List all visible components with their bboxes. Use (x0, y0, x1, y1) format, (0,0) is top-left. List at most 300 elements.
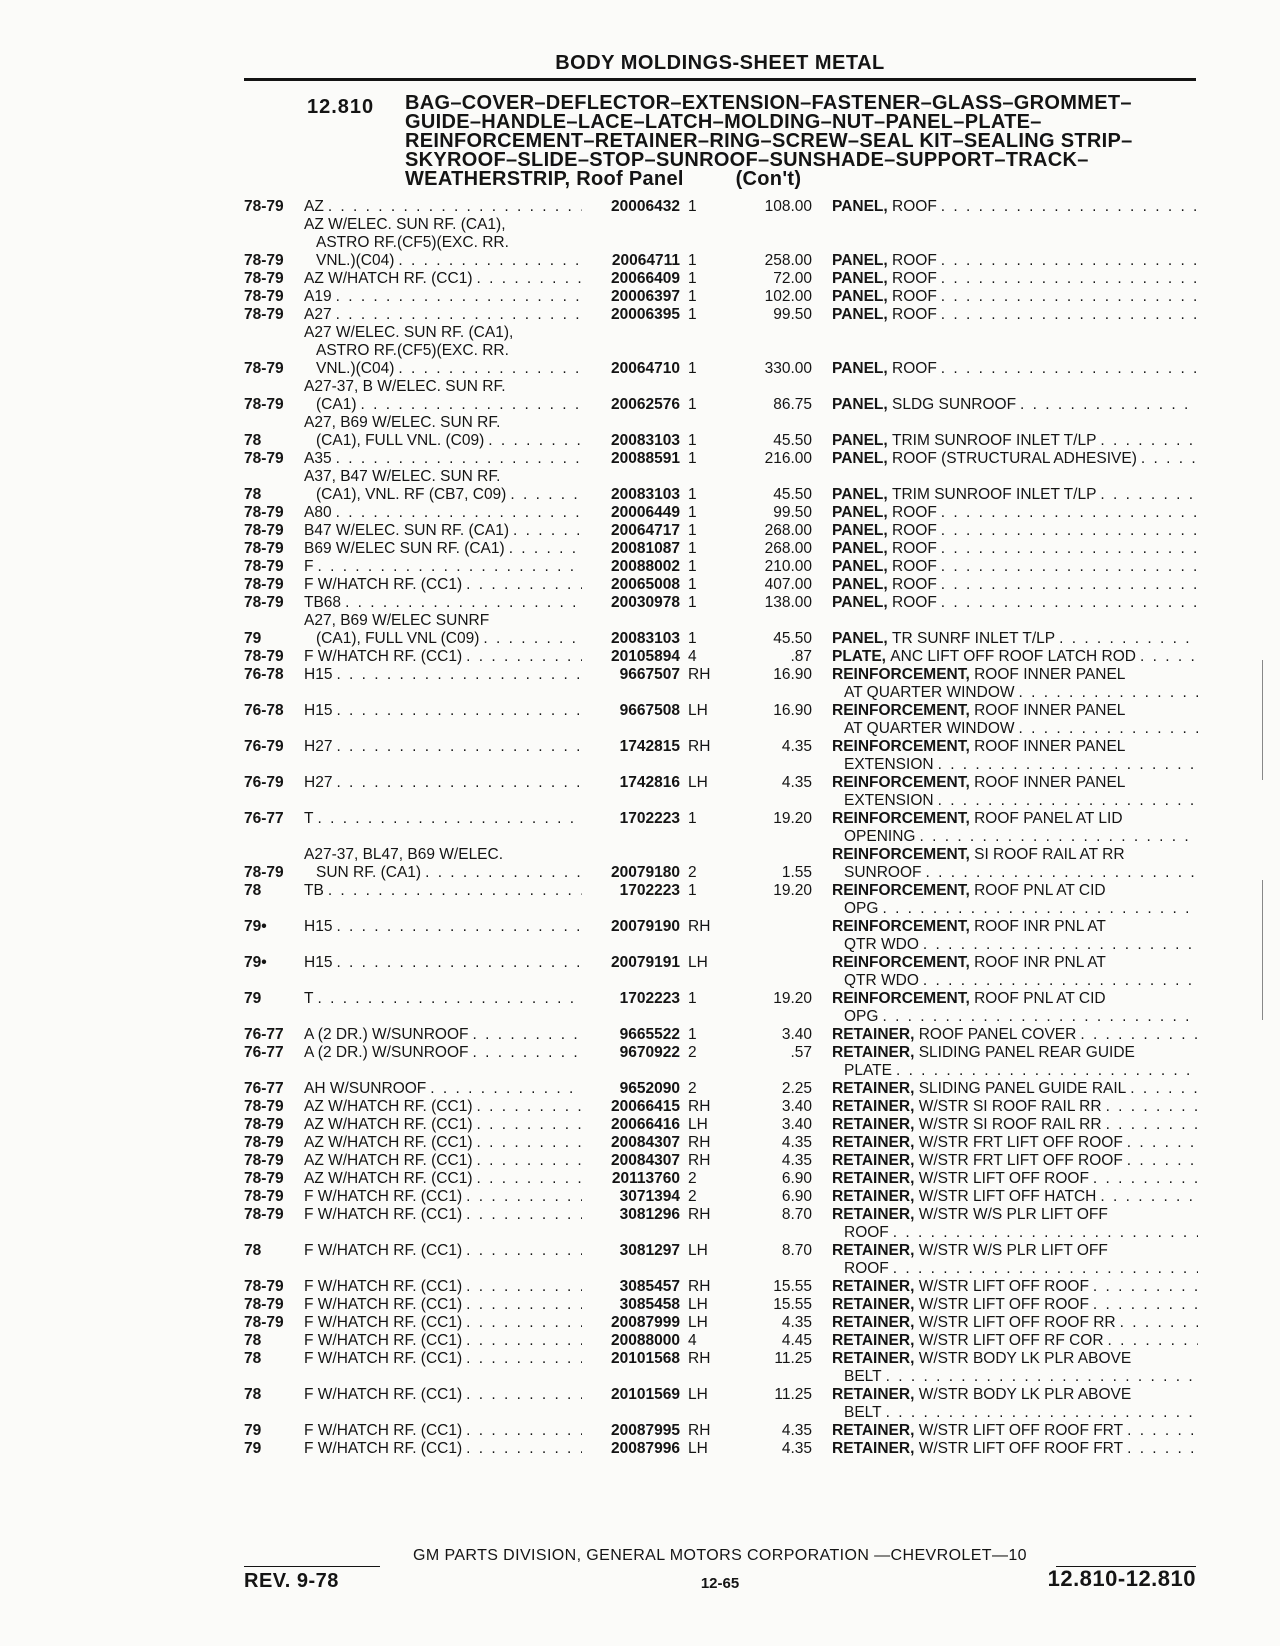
description-text: SI ROOF RAIL AT RR (974, 846, 1125, 863)
list-price: 45.50 (773, 486, 812, 503)
description-text: OPG (844, 900, 879, 917)
list-price: 4.35 (781, 1314, 812, 1331)
list-price: 99.50 (773, 306, 812, 323)
part-number: 20087996 (611, 1440, 680, 1457)
model-line (304, 270, 582, 288)
model-line (304, 378, 582, 396)
model-application (304, 414, 582, 450)
leader-dots (476, 1170, 582, 1188)
description-line (832, 1098, 1198, 1116)
part-description (832, 954, 1198, 990)
leader-dots (476, 1134, 582, 1152)
model-line (304, 540, 582, 558)
model-text: A27 (304, 306, 332, 323)
part-description (832, 774, 1198, 810)
model-application (304, 1080, 582, 1098)
list-price: 19.20 (773, 882, 812, 899)
part-description (832, 270, 1198, 288)
description-line (832, 450, 1198, 468)
table-row (244, 1134, 1198, 1152)
model-year: 79 (244, 990, 262, 1007)
description-text: ROOF (892, 288, 937, 305)
table-row (244, 1206, 1198, 1242)
model-line (304, 1080, 582, 1098)
model-text: A (2 DR.) W/SUNROOF (304, 1044, 469, 1061)
leader-dots (472, 1026, 582, 1044)
leader-dots (1120, 1314, 1198, 1332)
model-year: 78-79 (244, 1098, 284, 1115)
model-year: 78 (244, 1332, 262, 1349)
model-text: (CA1) (316, 396, 357, 413)
description-text: W/STR LIFT OFF HATCH (918, 1188, 1097, 1205)
leader-dots (1093, 1296, 1198, 1314)
quantity: LH (688, 1314, 708, 1331)
section-title (405, 94, 1205, 189)
part-description (832, 612, 1198, 648)
model-text: F W/HATCH RF. (CC1) (304, 1296, 463, 1313)
model-text: AZ W/HATCH RF. (CC1) (304, 270, 473, 287)
quantity: LH (688, 1242, 708, 1259)
part-number: 20083103 (611, 432, 680, 449)
part-description (832, 918, 1198, 954)
quantity: 1 (688, 990, 697, 1007)
description-text: W/STR W/S PLR LIFT OFF (918, 1242, 1108, 1259)
description-text: ROOF INNER PANEL (974, 774, 1126, 791)
table-row (244, 1440, 1198, 1458)
part-number: 20064710 (611, 360, 680, 377)
part-number: 1702223 (619, 882, 680, 899)
description-text: ROOF (STRUCTURAL ADHESIVE) (892, 450, 1137, 467)
description-line (832, 252, 1198, 270)
leader-dots (941, 288, 1198, 306)
model-text: AZ (304, 198, 324, 215)
part-description (832, 666, 1198, 702)
leader-dots (882, 1008, 1198, 1026)
description-line (832, 288, 1198, 306)
leader-dots (466, 1386, 582, 1404)
model-application (304, 882, 582, 918)
leader-dots (941, 558, 1198, 576)
leader-dots (476, 270, 582, 288)
part-description (832, 414, 1198, 450)
list-price: 102.00 (764, 288, 812, 305)
table-row (244, 774, 1198, 810)
leader-dots (893, 1224, 1198, 1242)
model-line (304, 576, 582, 594)
model-application (304, 1044, 582, 1080)
quantity: RH (688, 1350, 711, 1367)
quantity: 1 (688, 522, 697, 539)
part-number: 20006432 (611, 198, 680, 215)
model-line (304, 432, 582, 450)
table-row (244, 1278, 1198, 1296)
model-text: F W/HATCH RF. (CC1) (304, 1440, 463, 1457)
quantity: 1 (688, 558, 697, 575)
description-line (832, 306, 1198, 324)
model-line (304, 1242, 582, 1260)
page-number: 12-65 (700, 1575, 740, 1592)
model-year: 78-79 (244, 594, 284, 611)
description-line (832, 540, 1198, 558)
list-price: 6.90 (781, 1188, 812, 1205)
list-price: 3.40 (781, 1026, 812, 1043)
section-title-suffix: Roof Panel (576, 168, 684, 190)
description-line (832, 702, 1198, 720)
list-price: 45.50 (773, 432, 812, 449)
part-name: RETAINER, (832, 1152, 915, 1169)
leader-dots (336, 774, 582, 792)
scan-margin-mark (1262, 660, 1263, 780)
table-row (244, 1026, 1198, 1044)
list-price: 1.55 (781, 864, 812, 881)
part-number: 20006449 (611, 504, 680, 521)
model-text: AZ W/HATCH RF. (CC1) (304, 1152, 473, 1169)
quantity: 1 (688, 396, 697, 413)
description-line (832, 1080, 1198, 1098)
part-description (832, 648, 1198, 666)
model-text: A80 (304, 504, 332, 521)
description-line (832, 1422, 1198, 1440)
leader-dots (336, 954, 582, 972)
part-number: 3085458 (619, 1296, 680, 1313)
quantity: RH (688, 666, 711, 683)
model-application (304, 918, 582, 954)
leader-dots (472, 1044, 582, 1062)
description-text: ROOF (844, 1224, 889, 1241)
quantity: RH (688, 1098, 711, 1115)
model-text: SUN RF. (CA1) (316, 864, 422, 881)
model-line (304, 1278, 582, 1296)
model-line (304, 918, 582, 936)
part-name: PANEL, (832, 432, 888, 449)
model-application (304, 522, 582, 540)
leader-dots (488, 432, 582, 450)
model-text: A27, B69 W/ELEC SUNRF (304, 612, 490, 629)
leader-dots (466, 1350, 582, 1368)
part-name: REINFORCEMENT, (832, 666, 970, 683)
part-name: RETAINER, (832, 1080, 915, 1097)
model-application (304, 1170, 582, 1188)
model-year: 78-79 (244, 288, 284, 305)
description-line (832, 1332, 1198, 1350)
description-text: ROOF PANEL AT LID (974, 810, 1123, 827)
list-price (724, 954, 832, 990)
description-text: TR SUNRF INLET T/LP (892, 630, 1056, 647)
model-line (304, 1314, 582, 1332)
model-text: H27 (304, 738, 333, 755)
list-price: 19.20 (773, 990, 812, 1007)
part-name: PANEL, (832, 486, 888, 503)
model-line (304, 504, 582, 522)
scan-margin-mark (1262, 880, 1263, 1020)
description-line (832, 1314, 1198, 1332)
model-application (304, 576, 582, 594)
model-line (304, 810, 582, 828)
quantity: 2 (688, 1188, 697, 1205)
model-line (304, 396, 582, 414)
description-line (832, 990, 1198, 1008)
description-text: AT QUARTER WINDOW (844, 684, 1015, 701)
model-line (304, 612, 582, 630)
model-year: 78-79 (244, 648, 284, 665)
model-year: 78-79 (244, 540, 284, 557)
model-year: 79• (244, 954, 267, 971)
list-price: 4.35 (781, 1134, 812, 1151)
model-line (304, 1332, 582, 1350)
list-price: .57 (790, 1044, 812, 1061)
model-year: 76-77 (244, 1026, 284, 1043)
part-description (832, 882, 1198, 918)
part-name: PANEL, (832, 558, 888, 575)
description-line (832, 270, 1198, 288)
description-text: ROOF PNL AT CID (974, 990, 1106, 1007)
continued-label: (Con't) (735, 168, 802, 190)
model-year: 78 (244, 1242, 262, 1259)
description-line (832, 792, 1198, 810)
model-application (304, 1152, 582, 1170)
part-number: 9667508 (619, 702, 680, 719)
model-line (304, 1296, 582, 1314)
model-year: 78-79 (244, 1134, 284, 1151)
model-text: (CA1), FULL VNL. (C09) (316, 432, 485, 449)
list-price: 15.55 (773, 1278, 812, 1295)
model-text: H15 (304, 666, 333, 683)
description-line (832, 972, 1198, 990)
quantity: LH (688, 1386, 708, 1403)
leader-dots (336, 504, 582, 522)
description-text: OPG (844, 1008, 879, 1025)
part-name: PANEL, (832, 360, 888, 377)
model-application (304, 738, 582, 774)
part-number: 1742816 (619, 774, 680, 791)
description-line (832, 648, 1198, 666)
description-line (832, 1062, 1198, 1080)
part-number: 20083103 (611, 630, 680, 647)
model-year: 78-79 (244, 558, 284, 575)
table-row (244, 954, 1198, 990)
description-text: BELT (844, 1404, 882, 1421)
part-name: RETAINER, (832, 1206, 915, 1223)
part-description (832, 468, 1198, 504)
model-text: F W/HATCH RF. (CC1) (304, 1242, 463, 1259)
part-number: 20081087 (611, 540, 680, 557)
part-name: RETAINER, (832, 1296, 915, 1313)
model-text: A35 (304, 450, 332, 467)
description-line (832, 684, 1198, 702)
description-line (832, 576, 1198, 594)
description-line (832, 846, 1198, 864)
list-price: 108.00 (764, 198, 812, 215)
list-price: 8.70 (781, 1242, 812, 1259)
table-row (244, 270, 1198, 288)
model-line (304, 738, 582, 756)
leader-dots (1093, 1170, 1198, 1188)
model-year: 78-79 (244, 1314, 284, 1331)
model-year: 79 (244, 1440, 262, 1457)
table-row (244, 558, 1198, 576)
leader-dots (882, 900, 1198, 918)
leader-dots (328, 198, 582, 216)
quantity: 1 (688, 450, 697, 467)
part-name: RETAINER, (832, 1026, 915, 1043)
table-row (244, 450, 1198, 468)
part-description (832, 1422, 1198, 1440)
leader-dots (336, 702, 582, 720)
leader-dots (317, 810, 582, 828)
description-text: W/STR FRT LIFT OFF ROOF (918, 1134, 1123, 1151)
model-text: A27-37, BL47, B69 W/ELEC. (304, 846, 504, 863)
leader-dots (1020, 396, 1198, 414)
part-name: PANEL, (832, 576, 888, 593)
part-description (832, 1440, 1198, 1458)
leader-dots (476, 1152, 582, 1170)
model-year: 78-79 (244, 522, 284, 539)
leader-dots (466, 1296, 582, 1314)
part-description (832, 540, 1198, 558)
leader-dots (466, 1332, 582, 1350)
list-price: 8.70 (781, 1206, 812, 1223)
description-text: ROOF (892, 198, 937, 215)
model-line (304, 360, 582, 378)
leader-dots (466, 1206, 582, 1224)
part-number: 20064711 (611, 252, 680, 269)
part-description (832, 1314, 1198, 1332)
leader-dots (466, 648, 582, 666)
part-name: RETAINER, (832, 1116, 915, 1133)
parts-table-body (244, 198, 1198, 1458)
description-line (832, 198, 1198, 216)
model-year: 76-79 (244, 774, 284, 791)
table-row (244, 1116, 1198, 1134)
model-line (304, 1170, 582, 1188)
revision-label: REV. 9-78 (244, 1570, 339, 1592)
table-row (244, 576, 1198, 594)
part-name: PANEL, (832, 522, 888, 539)
part-name: RETAINER, (832, 1242, 915, 1259)
leader-dots (1141, 450, 1198, 468)
description-text: ANC LIFT OFF ROOF LATCH ROD (890, 648, 1136, 665)
description-line (832, 486, 1198, 504)
description-line (832, 1116, 1198, 1134)
part-name: RETAINER, (832, 1422, 915, 1439)
part-description (832, 846, 1198, 882)
leader-dots (941, 198, 1198, 216)
part-number: 20064717 (611, 522, 680, 539)
model-application (304, 270, 582, 288)
leader-dots (1100, 1188, 1198, 1206)
quantity: RH (688, 1134, 711, 1151)
model-text: F W/HATCH RF. (CC1) (304, 1206, 463, 1223)
description-text: W/STR LIFT OFF ROOF FRT (918, 1440, 1124, 1457)
model-application (304, 1134, 582, 1152)
part-description (832, 504, 1198, 522)
description-text: ROOF INNER PANEL (974, 666, 1126, 683)
description-text: BELT (844, 1368, 882, 1385)
leader-dots (1127, 1440, 1198, 1458)
model-text: F W/HATCH RF. (CC1) (304, 576, 463, 593)
list-price: 15.55 (773, 1296, 812, 1313)
model-text: H15 (304, 702, 333, 719)
part-name: PANEL, (832, 504, 888, 521)
list-price: 16.90 (773, 666, 812, 683)
description-text: ROOF (892, 306, 937, 323)
leader-dots (466, 1188, 582, 1206)
leader-dots (886, 1404, 1198, 1422)
model-application (304, 846, 582, 882)
model-application (304, 468, 582, 504)
model-line (304, 1440, 582, 1458)
part-description (832, 1134, 1198, 1152)
description-line (832, 954, 1198, 972)
leader-dots (941, 270, 1198, 288)
description-text: ROOF PNL AT CID (974, 882, 1106, 899)
part-description (832, 1044, 1198, 1080)
description-text: W/STR LIFT OFF RF COR (918, 1332, 1104, 1349)
table-row (244, 1170, 1198, 1188)
table-row (244, 1386, 1198, 1422)
leader-dots (886, 1368, 1198, 1386)
part-description (832, 1206, 1198, 1242)
leader-dots (941, 252, 1198, 270)
model-line (304, 774, 582, 792)
list-price: 16.90 (773, 702, 812, 719)
quantity: 1 (688, 306, 697, 323)
leader-dots (1106, 1098, 1198, 1116)
list-price: 210.00 (764, 558, 812, 575)
model-text: F W/HATCH RF. (CC1) (304, 1188, 463, 1205)
model-year: 78 (244, 486, 262, 503)
list-price: 11.25 (774, 1350, 812, 1367)
section-title-last: WEATHERSTRIP, (405, 168, 571, 190)
description-line (832, 1026, 1198, 1044)
leader-dots (1127, 1422, 1198, 1440)
footer-publisher: GM PARTS DIVISION, GENERAL MOTORS CORPORATION —CHEVROLET—10 (413, 1547, 1027, 1564)
leader-dots (336, 450, 582, 468)
leader-dots (513, 522, 582, 540)
quantity: 2 (688, 1044, 697, 1061)
list-price: 86.75 (773, 396, 812, 413)
model-application (304, 1350, 582, 1386)
model-application (304, 558, 582, 576)
description-text: W/STR LIFT OFF ROOF (918, 1296, 1089, 1313)
leader-dots (466, 1278, 582, 1296)
quantity: LH (688, 1440, 708, 1457)
list-price: 407.00 (764, 576, 812, 593)
model-year: 76-77 (244, 810, 284, 827)
description-line (832, 918, 1198, 936)
model-year: 78-79 (244, 396, 284, 413)
quantity: 1 (688, 630, 697, 647)
model-text: B47 W/ELEC. SUN RF. (CA1) (304, 522, 509, 539)
model-text: (CA1), FULL VNL (C09) (316, 630, 480, 647)
model-line (304, 306, 582, 324)
leader-dots (923, 972, 1198, 990)
model-line (304, 450, 582, 468)
leader-dots (509, 540, 582, 558)
leader-dots (938, 792, 1198, 810)
model-application (304, 216, 582, 270)
model-text: T (304, 990, 314, 1007)
model-line (304, 414, 582, 432)
model-application (304, 648, 582, 666)
model-line (304, 1116, 582, 1134)
part-description (832, 1026, 1198, 1044)
footer-rule-left (244, 1566, 380, 1567)
description-line (832, 720, 1198, 738)
description-line (832, 522, 1198, 540)
part-description (832, 990, 1198, 1026)
model-year: 78-79 (244, 864, 284, 881)
